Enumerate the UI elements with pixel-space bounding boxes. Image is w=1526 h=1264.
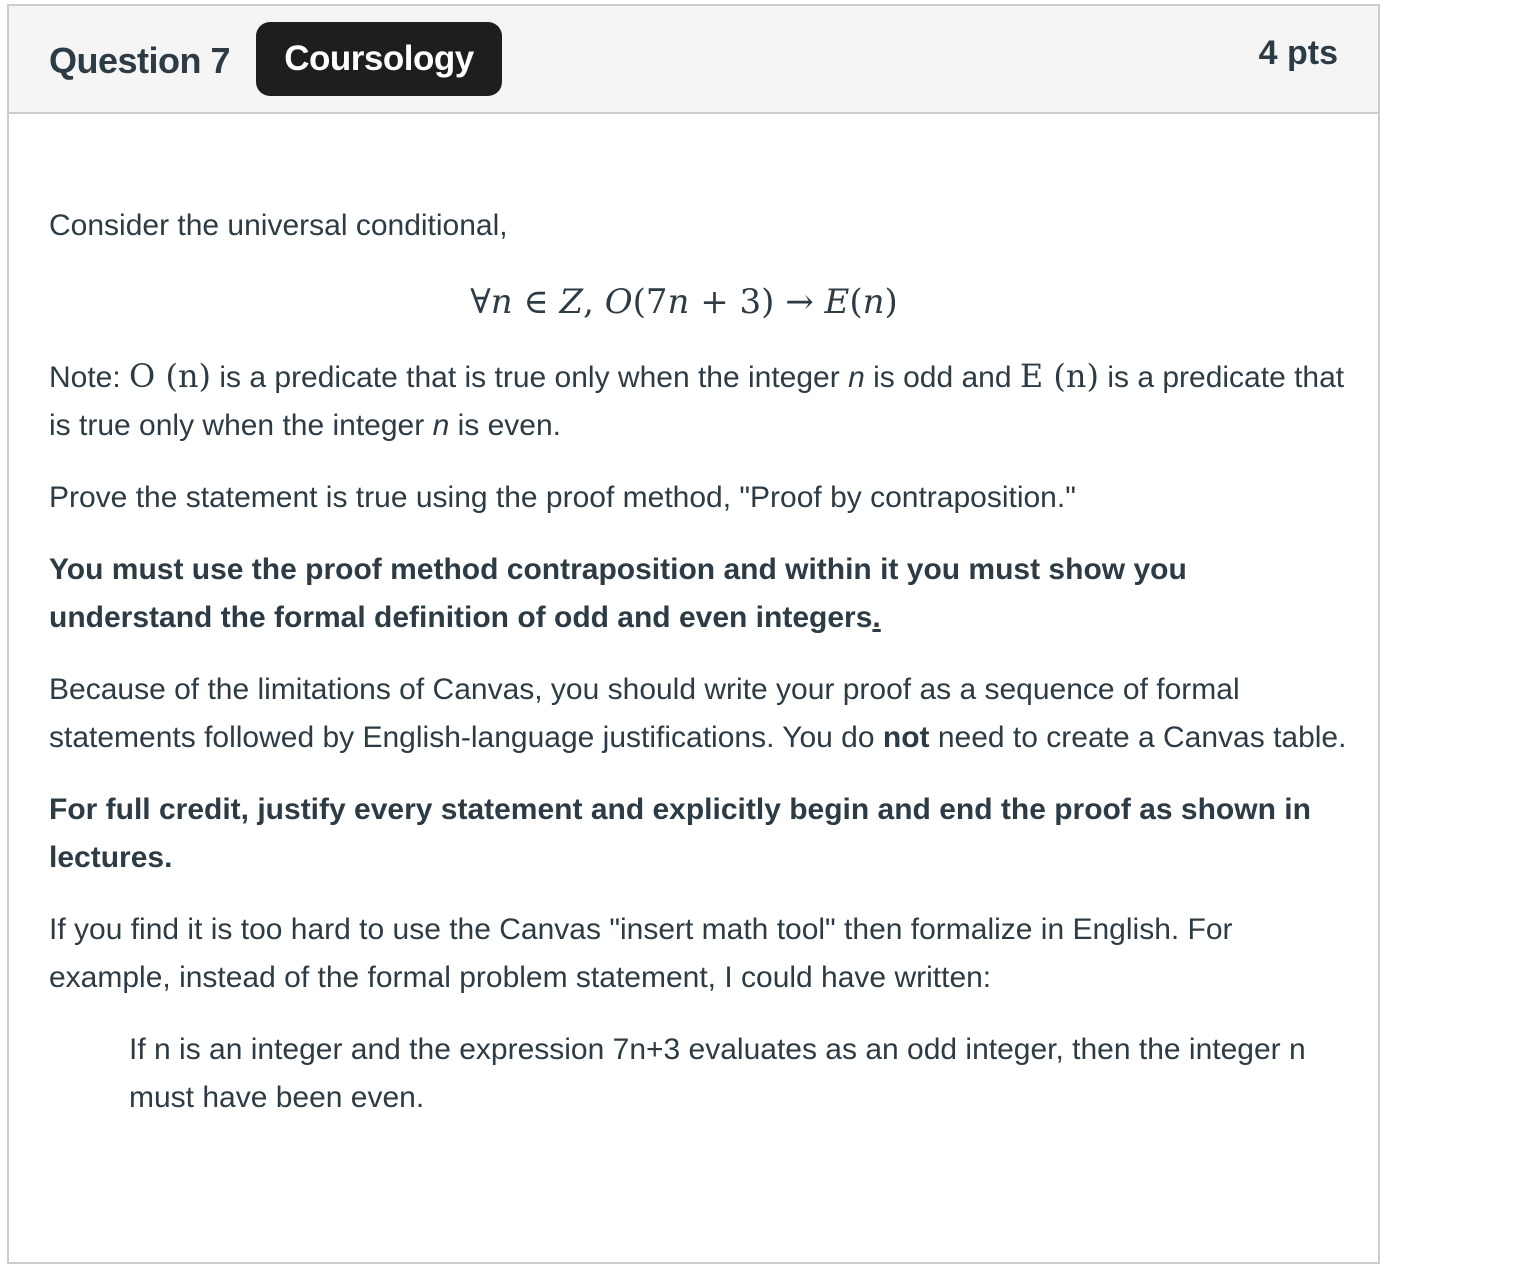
question-header xyxy=(9,6,1378,114)
intro-text: Consider the universal conditional, xyxy=(49,209,508,242)
must-use-main: You must use the proof method contraposition and within it you must show you understand the formal definition of odd and even integers xyxy=(49,553,1187,634)
note-mid2: is odd and xyxy=(864,361,1020,394)
note-o-arg: (n) xyxy=(155,357,212,395)
note-mid1: is a predicate that is true only when the integer xyxy=(211,361,849,394)
formula-n2: n xyxy=(667,282,690,322)
question-title: Question 7 xyxy=(49,40,231,81)
math-tool-text: If you find it is too hard to use the Canvas "insert math tool" then formalize in English. For example, instead of the formal problem statement, I could have written: xyxy=(49,913,1233,994)
formula-n3: n xyxy=(862,282,885,322)
formula-plus: + 3) → xyxy=(689,282,825,322)
formula-forall: ∀ xyxy=(470,282,491,322)
note-prefix: Note: xyxy=(49,361,130,394)
question-points: 4 pts xyxy=(1258,34,1338,72)
canvas-limitations-text xyxy=(49,666,1349,762)
formula-o: O xyxy=(604,282,633,322)
full-credit-text: For full credit, justify every statement and explicitly begin and end the proof as shown in lectures. xyxy=(49,793,1311,874)
note-e-arg: (n) xyxy=(1043,357,1099,395)
formula-e: E xyxy=(824,282,850,322)
formula-lparen: (7 xyxy=(632,282,668,322)
question-body xyxy=(49,202,1349,1122)
prove-text: Prove the statement is true using the proof method, "Proof by contraposition." xyxy=(49,481,1076,514)
note-mid3: is a predicate that is true only when the integer xyxy=(49,361,1345,442)
canvas-part1: Because of the limitations of Canvas, you should write your proof as a sequence of formal statements followed by English-language justifications. You do xyxy=(49,673,1240,754)
coursology-logo: Coursology xyxy=(256,22,502,96)
formula-n: n xyxy=(490,282,513,322)
note-text xyxy=(49,352,1349,450)
note-n-b: n xyxy=(432,409,450,442)
canvas-not: not xyxy=(882,721,930,754)
formula-comma: , xyxy=(583,282,605,322)
note-e-pred: E xyxy=(1019,357,1044,395)
canvas-part2: need to create a Canvas table. xyxy=(929,721,1347,754)
question-card xyxy=(7,4,1380,1264)
formula-rp2: ) xyxy=(884,282,898,322)
formula-z: Z xyxy=(559,282,584,322)
formula xyxy=(19,274,1349,330)
formula-lp2: ( xyxy=(849,282,863,322)
example-text: If n is an integer and the expression 7n+3 evaluates as an odd integer, then the integer n must have been even. xyxy=(129,1033,1306,1114)
formula-in: ∈ xyxy=(512,282,560,322)
must-use-period: . xyxy=(872,601,881,634)
must-use-text xyxy=(49,546,1349,642)
note-suffix: is even. xyxy=(449,409,561,442)
note-o-pred: O xyxy=(129,357,156,395)
note-n-a: n xyxy=(848,361,865,394)
